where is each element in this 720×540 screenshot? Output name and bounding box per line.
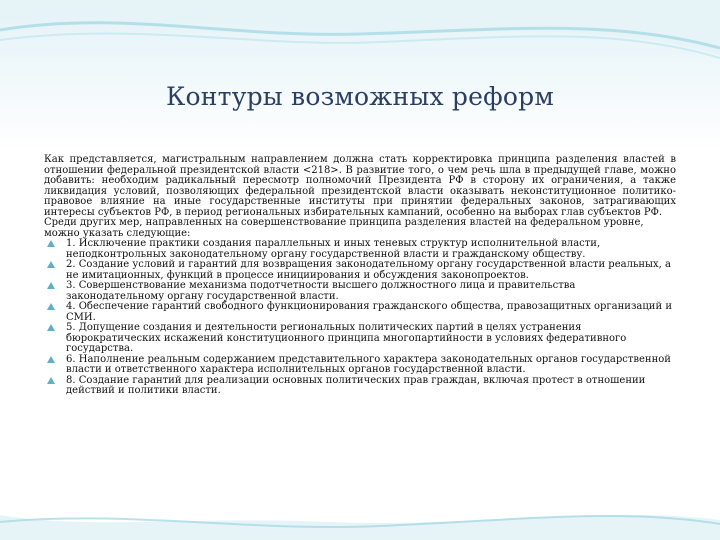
list-item xyxy=(44,323,676,355)
list-item xyxy=(44,239,676,260)
list-item xyxy=(44,355,676,376)
list-item-text: 1. Исключение практики создания параллельных и иных теневых структур исполнительной власти, неподконтрольных законодательному органу государственной власти и гражданскому обществу. xyxy=(66,238,601,260)
triangle-bullet-icon xyxy=(47,282,55,289)
list-item xyxy=(44,302,676,323)
list-item-text: 3. Совершенствование механизма подотчетности высшего должностного лица и правительства законодательному органу государственной власти. xyxy=(66,280,576,302)
triangle-bullet-icon xyxy=(47,324,55,331)
list-item-text: 2. Создание условий и гарантий для возвращения законодательному органу государственной власти реальных, а не имитационных, функций в процессе инициирования и обсуждения законопроектов. xyxy=(66,259,671,281)
list-item xyxy=(44,260,676,281)
triangle-bullet-icon xyxy=(47,356,55,363)
list-item xyxy=(44,281,676,302)
slide-title: Контуры возможных реформ xyxy=(166,82,554,111)
list-item-text: 5. Допущение создания и деятельности региональных политических партий в целях устранения бюрократических искажений конституционного принципа многопартийности в условиях федеративного государства. xyxy=(66,322,627,354)
triangle-bullet-icon xyxy=(47,240,55,247)
list-item-text: 8. Создание гарантий для реализации основных политических прав граждан, включая протест в отношении действий и политики власти. xyxy=(66,374,646,396)
list-item-text: 6. Наполнение реальным содержанием представительного характера законодательных органов государственной власти и ответственного характера исполнительных органов государственной власти. xyxy=(66,353,671,375)
list-item-text: 4. Обеспечение гарантий свободного функционирования гражданского общества, правозащитных организаций и СМИ. xyxy=(66,301,672,323)
slide-body xyxy=(44,155,676,397)
triangle-bullet-icon xyxy=(47,303,55,310)
triangle-bullet-icon xyxy=(47,261,55,268)
triangle-bullet-icon xyxy=(47,377,55,384)
intro-paragraph: Как представляется, магистральным направлением должна стать корректировка принципа разделения властей в отношении федеральной президентской власти <218>. В развитие того, о чем речь шла в предыдущей главе, можно добавить: необходим радикальный пересмотр полномочий Президента РФ в сторону их ограничения, а также ликвидация условий, позволяющих федеральной президентской власти оказывать неконституционное политико-правовое влияние на иные государственные институты при принятии федеральных законов, затрагивающих интересы субъектов РФ, в период региональных избирательных кампаний, особенно на выборах глав субъектов РФ. xyxy=(44,154,676,218)
lead-paragraph: Среди других мер, направленных на совершенствование принципа разделения властей на федеральном уровне, можно указать следующие: xyxy=(44,217,644,239)
measures-list xyxy=(44,239,676,397)
list-item xyxy=(44,376,676,397)
